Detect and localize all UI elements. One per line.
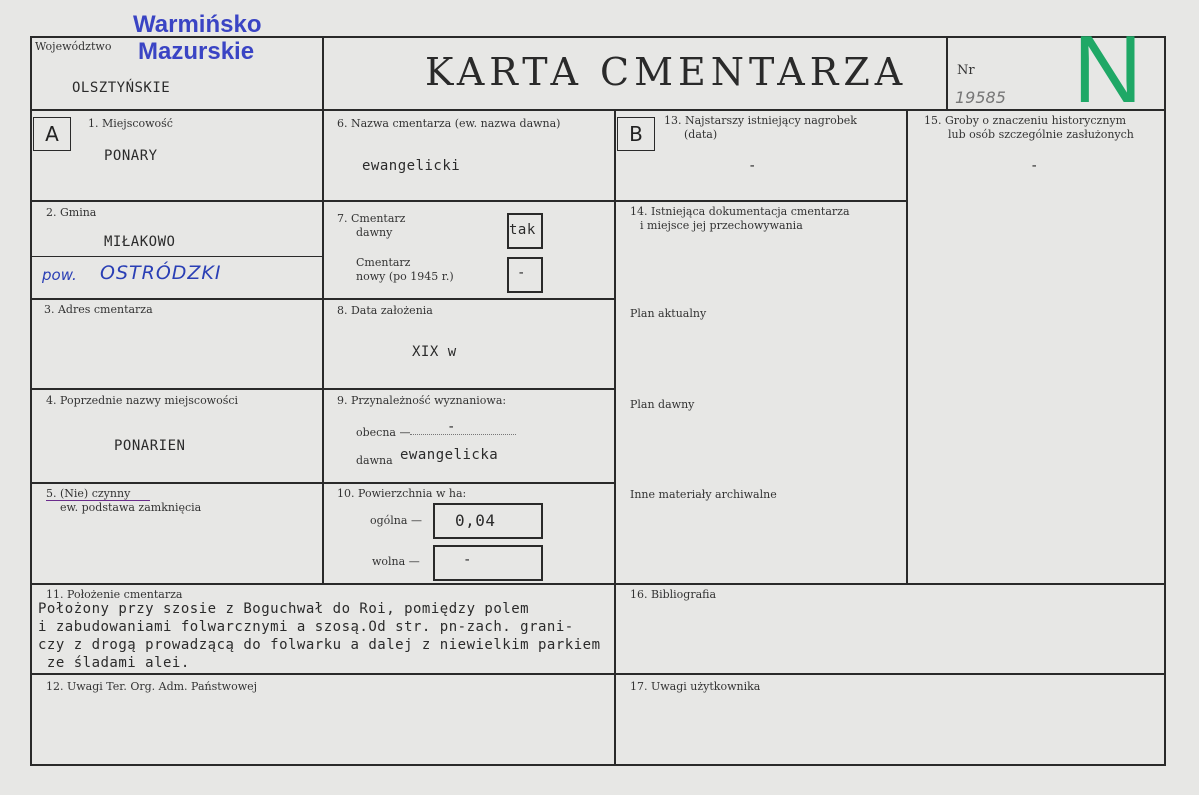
field-11-line-1: Położony przy szosie z Boguchwał do Roi, pomiędzy polem <box>38 601 530 617</box>
frame-bottom <box>30 764 1166 766</box>
frame-left <box>30 36 32 766</box>
frame-right <box>1164 36 1166 766</box>
wojewodztwo-label: Województwo <box>35 40 112 53</box>
plan-aktualny-label: Plan aktualny <box>630 307 707 320</box>
field-8-label: 8. Data założenia <box>337 304 433 317</box>
header-nr-divider <box>946 36 948 110</box>
col-divider-1 <box>322 36 324 584</box>
field-2-pow-value: OSTRÓDZKI <box>100 262 222 284</box>
field-15-label-1: 15. Groby o znaczeniu historycznym <box>924 114 1127 127</box>
field-9-obecna-label: obecna — <box>356 426 411 439</box>
field-2-pow-prefix: pow. <box>42 266 77 284</box>
field-11-line-4: ze śladami alei. <box>38 655 190 671</box>
plan-dawny-label: Plan dawny <box>630 398 695 411</box>
field-11-line-2: i zabudowaniami folwarcznymi a szosą.Od str. pn-zach. grani- <box>38 619 574 635</box>
field-1-label: 1. Miejscowość <box>88 117 173 130</box>
inne-materialy-label: Inne materiały archiwalne <box>630 488 777 501</box>
field-11-line-3: czy z drogą prowadzącą do folwarku a dalej z niewielkim parkiem <box>38 637 601 653</box>
row-divider-6 <box>30 673 1166 675</box>
field-6-value: ewangelicki <box>362 158 461 174</box>
stamp-line-2: Mazurskie <box>138 38 255 65</box>
row-divider-b1 <box>614 200 906 202</box>
stamp-line-1: Warmińsko <box>133 11 262 38</box>
field-3-label: 3. Adres cmentarza <box>44 303 153 316</box>
field-9-dawna-value: ewangelicka <box>400 447 499 463</box>
field-12-label: 12. Uwagi Ter. Org. Adm. Państwowej <box>46 680 258 693</box>
field-1-value: PONARY <box>104 148 158 164</box>
row-divider-1 <box>30 200 614 202</box>
field-9-obecna-line <box>410 434 516 435</box>
col-divider-2 <box>614 109 616 765</box>
wojewodztwo-value: OLSZTYŃSKIE <box>72 80 171 96</box>
frame-top <box>30 36 1166 38</box>
field-6-label: 6. Nazwa cmentarza (ew. nazwa dawna) <box>337 117 561 130</box>
category-mark: N <box>1073 16 1143 123</box>
field-10-wolna-box <box>433 545 543 581</box>
header-divider <box>30 109 1166 111</box>
field-13-label-2: (data) <box>684 128 718 141</box>
field-2-value: MIŁAKOWO <box>104 234 176 250</box>
col-divider-3 <box>906 109 908 583</box>
field-7-label-a1: 7. Cmentarz <box>337 212 406 225</box>
field-10-ogolna-value: 0,04 <box>455 511 496 530</box>
field-7-label-a2: dawny <box>356 226 393 239</box>
field-4-value: PONARIEN <box>114 438 186 454</box>
field-7-value-b: - <box>517 265 526 281</box>
row-divider-5 <box>30 583 1166 585</box>
field-17-label: 17. Uwagi użytkownika <box>630 680 761 693</box>
field-8-value: XIX w <box>412 344 457 360</box>
field-9-dawna-label: dawna <box>356 454 393 467</box>
field-4-label: 4. Poprzednie nazwy miejscowości <box>46 394 239 407</box>
field-7-label-b1: Cmentarz <box>356 256 411 269</box>
field-10-ogolna-label: ogólna — <box>370 514 422 527</box>
field-15-value: - <box>1030 158 1039 174</box>
row-divider-2 <box>30 298 614 300</box>
row-divider-3 <box>30 388 614 390</box>
field-7-label-b2: nowy (po 1945 r.) <box>356 270 454 283</box>
nr-label: Nr <box>957 63 975 78</box>
field-5-label: 5. (Nie) czynny <box>46 487 131 500</box>
field-10-wolna-value: - <box>463 552 472 568</box>
field-2-label: 2. Gmina <box>46 206 97 219</box>
field-5-sub: ew. podstawa zamknięcia <box>60 501 202 514</box>
field-10-label: 10. Powierzchnia w ha: <box>337 487 467 500</box>
field-9-label: 9. Przynależność wyznaniowa: <box>337 394 507 407</box>
row-divider-pow <box>30 256 322 257</box>
page-title: KARTA CMENTARZA <box>425 50 908 94</box>
field-7-value-a: tak <box>509 222 536 238</box>
field-13-value: - <box>748 158 757 174</box>
field-10-wolna-label: wolna — <box>372 555 420 568</box>
nr-value: 19585 <box>955 88 1006 107</box>
section-a-box: A <box>33 117 71 151</box>
field-13-label-1: 13. Najstarszy istniejący nagrobek <box>664 114 857 127</box>
field-15-label-2: lub osób szczególnie zasłużonych <box>948 128 1134 141</box>
section-b-box: B <box>617 117 655 151</box>
field-9-obecna-value: - <box>447 419 456 435</box>
field-14-label-1: 14. Istniejąca dokumentacja cmentarza <box>630 205 850 218</box>
field-14-label-2: i miejsce jej przechowywania <box>640 219 803 232</box>
row-divider-4 <box>30 482 614 484</box>
field-11-label: 11. Położenie cmentarza <box>46 588 183 601</box>
field-16-label: 16. Bibliografia <box>630 588 717 601</box>
